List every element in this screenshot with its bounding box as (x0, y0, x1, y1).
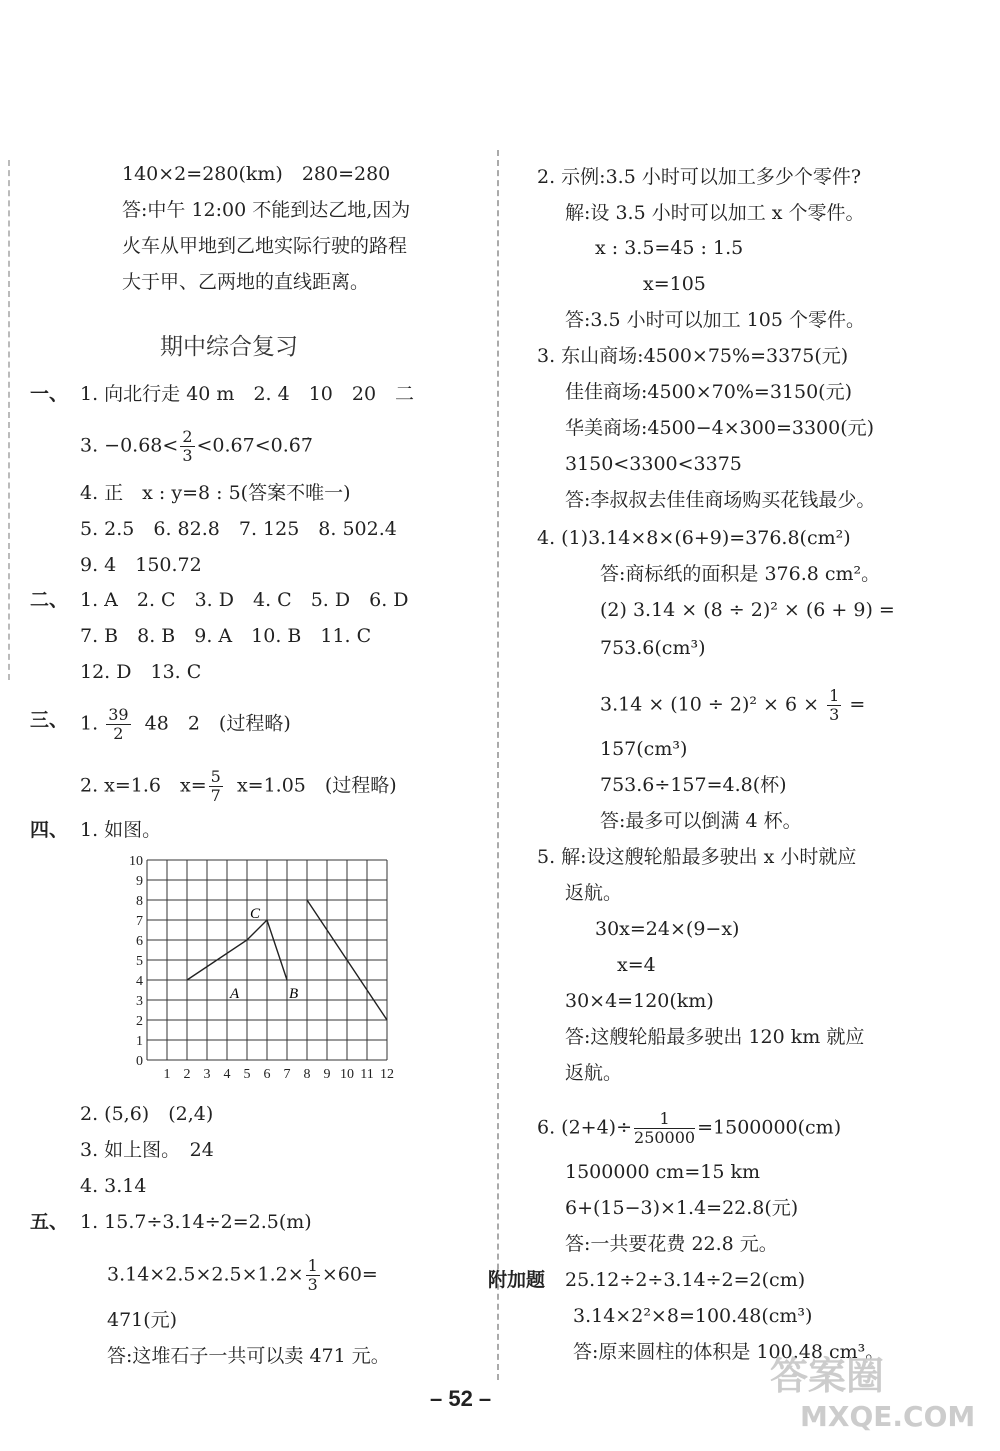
section-4-label: 四、 (30, 819, 69, 841)
y-tick-label: 8 (136, 894, 143, 909)
r6-line-d: 答:一共要花费 22.8 元。 (565, 1233, 778, 1255)
fraction: $\frac{2}{3}$ (182, 427, 193, 465)
r5-line-d: x=4 (617, 954, 656, 976)
s1-line-9: 9. 4 150.72 (80, 554, 202, 576)
y-tick-label: 10 (129, 854, 143, 869)
r4-line-b: 答:商标纸的面积是 376.8 cm²。 (600, 563, 881, 585)
r3-line-d: 3150<3300<3375 (565, 453, 742, 475)
s4-line-3: 3. 如上图。 24 (80, 1139, 214, 1161)
s2-line-1: 1. A 2. C 3. D 4. C 5. D 6. D (80, 589, 409, 611)
x-tick-label: 8 (303, 1067, 311, 1082)
x-tick-label: 4 (223, 1067, 231, 1082)
s4-line-4: 4. 3.14 (80, 1175, 147, 1197)
left-line-3: 火车从甲地到乙地实际行驶的路程 (122, 235, 408, 257)
left-line-4: 大于甲、乙两地的直线距离。 (122, 271, 370, 293)
s2-line-12: 12. D 13. C (80, 661, 202, 683)
r6-line-c: 6+(15−3)×1.4=22.8(元) (565, 1197, 799, 1219)
s1-line-1: 1. 向北行走 40 m 2. 4 10 20 二 (80, 383, 415, 405)
y-tick-label: 3 (136, 994, 143, 1009)
point-b-label: B (289, 986, 299, 1002)
left-line-2: 答:中午 12:00 不能到达乙地,因为 (122, 199, 411, 221)
r3-line-c: 华美商场:4500−4×300=3300(元) (565, 417, 875, 439)
x-tick-label: 6 (263, 1067, 271, 1082)
r5-line-e: 30×4=120(km) (565, 990, 714, 1012)
coordinate-grid (120, 852, 400, 1087)
r5-line-f: 答:这艘轮船最多驶出 120 km 就应 (565, 1026, 865, 1048)
r4-line-g: 753.6÷157=4.8(杯) (600, 774, 787, 796)
fraction: $\frac{39}{2}$ (108, 705, 129, 743)
section-5-label: 五、 (30, 1211, 69, 1233)
s3-line-2: 2. x=1.6 x= $\frac{5}{7}$ x=1.05 (过程略) (80, 767, 397, 805)
extra-label: 附加题 (488, 1269, 546, 1291)
s2-line-7: 7. B 8. B 9. A 10. B 11. C (80, 625, 372, 647)
r3-line-e: 答:李叔叔去佳佳商场购买花钱最少。 (565, 489, 876, 511)
s5-line-3: 471(元) (107, 1309, 178, 1331)
page-number: – 52 – (430, 1386, 492, 1411)
x-tick-label: 11 (360, 1067, 374, 1082)
y-tick-label: 7 (136, 914, 143, 929)
x-tick-label: 3 (203, 1067, 211, 1082)
r2-line-d: x=105 (643, 273, 706, 295)
r5-line-g: 返航。 (565, 1062, 623, 1084)
r2-line-a: 2. 示例:3.5 小时可以加工多少个零件? (537, 166, 862, 188)
y-tick-label: 2 (136, 1014, 143, 1029)
r6-line-b: 1500000 cm=15 km (565, 1161, 760, 1183)
shape-abc (187, 920, 287, 980)
x-tick-label: 7 (283, 1067, 291, 1082)
r4-line-f: 157(cm³) (600, 738, 688, 760)
left-margin-divider (8, 160, 10, 680)
r4-line-d: 753.6(cm³) (600, 637, 706, 659)
s4-line-1: 1. 如图。 (80, 819, 162, 841)
y-tick-label: 4 (136, 974, 143, 989)
x-tick-label: 9 (323, 1067, 331, 1082)
watermark-url: MXQE.COM (800, 1400, 976, 1433)
extra-line-2: 3.14×2²×8=100.48(cm³) (573, 1305, 813, 1327)
r2-line-c: x : 3.5=45 : 1.5 (595, 237, 744, 259)
fraction: $\frac{1}{250000}$ (634, 1109, 696, 1147)
r3-line-a: 3. 东山商场:4500×75%=3375(元) (537, 345, 849, 367)
fraction: $\frac{1}{3}$ (307, 1256, 318, 1294)
section-title: 期中综合复习 (160, 334, 298, 360)
x-tick-label: 1 (163, 1067, 171, 1082)
s4-line-2: 2. (5,6) (2,4) (80, 1103, 214, 1125)
r4-line-c: (2) 3.14 × (8 ÷ 2)² × (6 + 9) = (600, 599, 895, 621)
extra-line-1: 25.12÷2÷3.14÷2=2(cm) (565, 1269, 806, 1291)
s5-line-2: 3.14×2.5×2.5×1.2× $\frac{1}{3}$ ×60= (107, 1256, 378, 1294)
x-tick-label: 10 (340, 1067, 354, 1082)
y-tick-label: 1 (136, 1034, 143, 1049)
x-tick-label: 2 (183, 1067, 191, 1082)
r3-line-b: 佳佳商场:4500×70%=3150(元) (565, 381, 853, 403)
r4-line-h: 答:最多可以倒满 4 杯。 (600, 810, 802, 832)
section-1-label: 一、 (30, 383, 69, 405)
y-tick-label: 0 (136, 1054, 143, 1069)
y-tick-label: 5 (136, 954, 143, 969)
fraction: $\frac{1}{3}$ (829, 686, 840, 724)
point-c-label: C (250, 906, 261, 922)
r2-line-e: 答:3.5 小时可以加工 105 个零件。 (565, 309, 866, 331)
x-tick-label: 12 (380, 1067, 394, 1082)
left-line-1: 140×2=280(km) 280=280 (122, 163, 391, 185)
s5-line-1: 1. 15.7÷3.14÷2=2.5(m) (80, 1211, 312, 1233)
section-2-label: 二、 (30, 589, 69, 611)
r4-line-a: 4. (1)3.14×8×(6+9)=376.8(cm²) (537, 527, 851, 549)
extra-line-3: 答:原来圆柱的体积是 100.48 cm³。 (573, 1341, 885, 1363)
y-tick-label: 9 (136, 874, 143, 889)
s1-line-3: 3. −0.68< $\frac{2}{3}$ <0.67<0.6̇7̇ (80, 427, 313, 465)
r4-line-e: 3.14 × (10 ÷ 2)² × 6 × $\frac{1}{3}$ = (600, 686, 866, 724)
x-tick-label: 5 (243, 1067, 251, 1082)
s1-line-5: 5. 2.5 6. 82.8 7. 125 8. 502.4 (80, 518, 397, 540)
watermark-logo: 答案圈 (770, 1354, 885, 1398)
r2-line-b: 解:设 3.5 小时可以加工 x 个零件。 (565, 202, 865, 224)
section-3-label: 三、 (30, 709, 69, 731)
s1-line-4: 4. 正 x : y=8 : 5(答案不唯一) (80, 482, 351, 504)
y-tick-label: 6 (136, 934, 143, 949)
point-a-label: A (230, 986, 240, 1002)
r6-line-a: 6. (2+4)÷ $\frac{1}{250000}$ =1500000(cm) (537, 1109, 842, 1147)
s3-line-1: 1. $\frac{39}{2}$ 48 2 (过程略) (80, 705, 291, 743)
r5-line-a: 5. 解:设这艘轮船最多驶出 x 小时就应 (537, 846, 857, 868)
fraction: $\frac{5}{7}$ (210, 767, 221, 805)
r5-line-c: 30x=24×(9−x) (595, 918, 740, 940)
s5-line-4: 答:这堆石子一共可以卖 471 元。 (107, 1345, 390, 1367)
column-divider (497, 150, 499, 1380)
r5-line-b: 返航。 (565, 882, 623, 904)
